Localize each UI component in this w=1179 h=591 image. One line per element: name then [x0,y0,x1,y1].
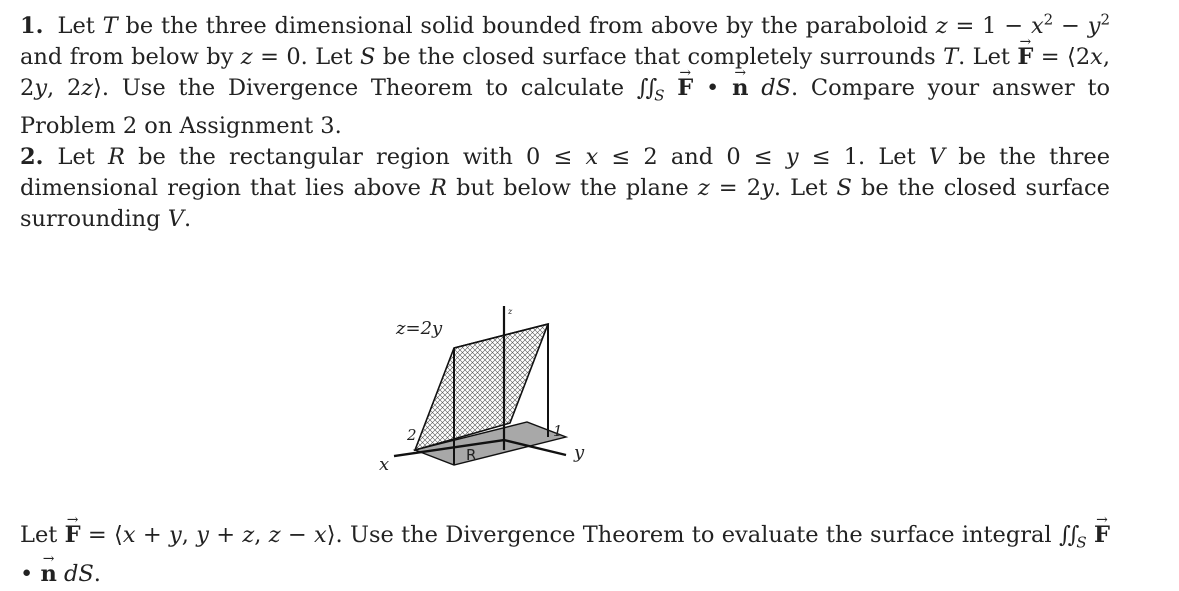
problem-2-text: Let R be the rectangular region with 0 ≤ x ≤ 2 and 0 ≤ y ≤ 1. Let V be the three dimensional region that lies above R but below the plane z = 2y. Let S be the closed surface surrounding V. [20,144,1111,232]
z-axis-label: z [508,307,513,316]
problem-2-task-text: Let → F = ⟨x + y, y + z, z − x⟩. Use the Divergence Theorem to evaluate the surface integral $\int\int_S \to F$ • → n dS. [20,522,1110,587]
problem-2-task [20,520,1110,590]
problem-2-number: 2. [20,144,44,170]
region-label: R [466,446,477,464]
problem-1 [20,4,1110,142]
problem-1-text: Let T be the three dimensional solid bounded from above by the paraboloid $z = 1 - x^2 - y^2$ and from below by z = 0. Let S be the closed surface that completely surrounds T. Let → F = ⟨2x, 2y, 2z⟩. Use the Divergence Theorem to calculate $\int\int_S \to F$ • → n dS. Compare your answer to Problem 2 on Assignment 3. [20,13,1110,140]
tick-x-label: 2 [407,426,417,444]
x-axis-label: x [379,454,390,475]
plane-label: z=2y [396,318,443,339]
y-axis-label: y [574,442,585,463]
problem-2 [20,142,1110,235]
problem-1-number: 1. [20,12,44,39]
region-figure [370,300,600,490]
tick-y-label: 1 [553,422,563,440]
